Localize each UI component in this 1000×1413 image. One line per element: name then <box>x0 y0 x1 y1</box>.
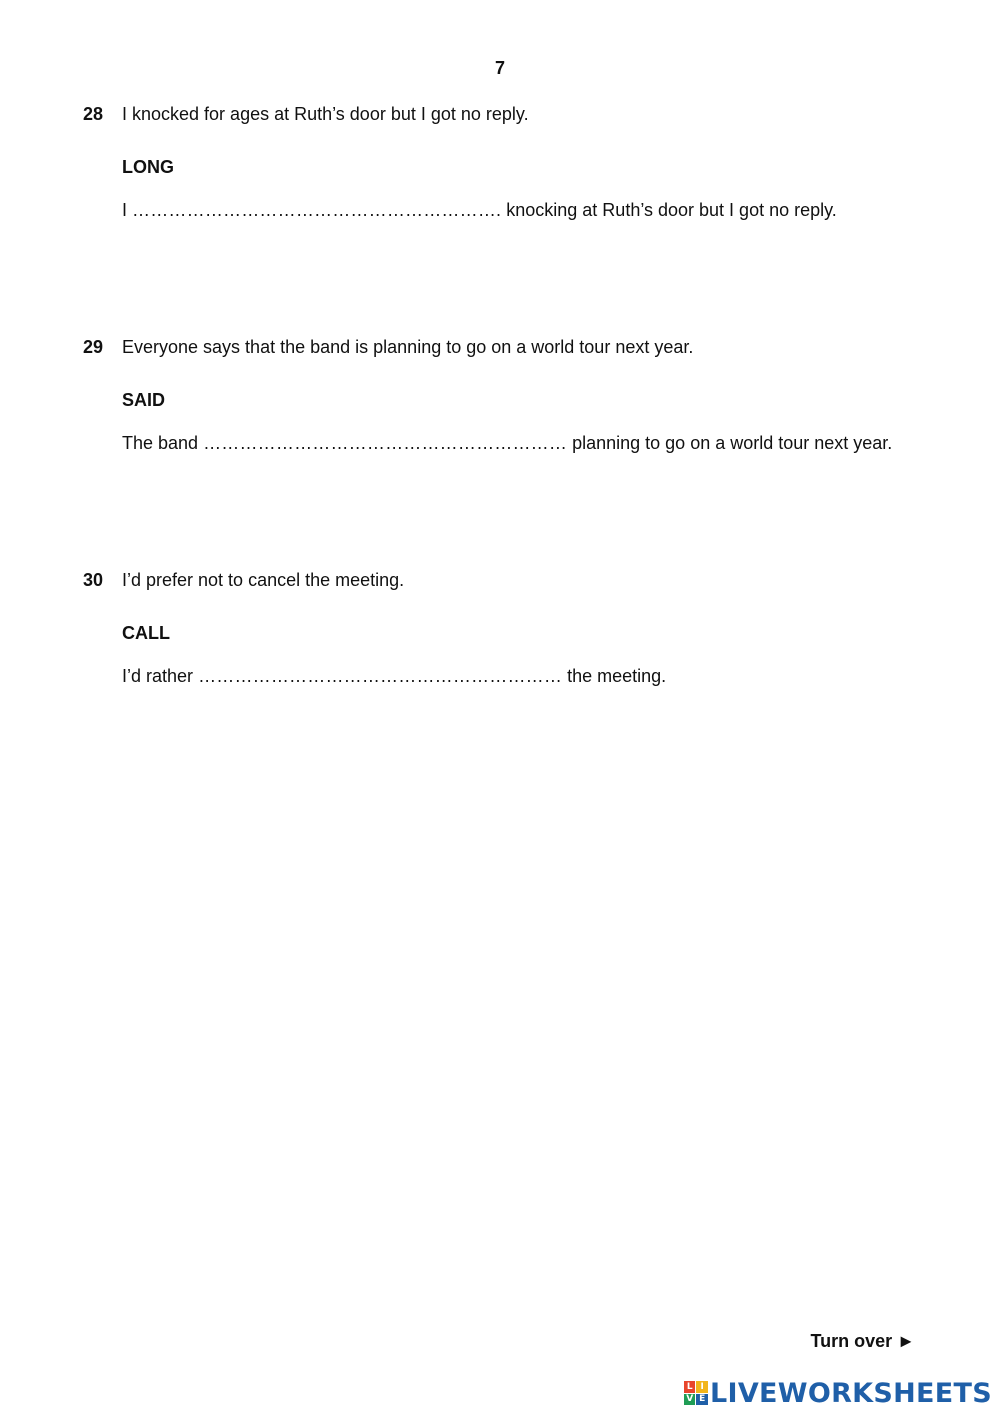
keyword: SAID <box>122 390 166 410</box>
answer-blank[interactable]: …………………………………………………… <box>203 433 568 453</box>
answer-blank[interactable]: …………………………………………………… <box>198 666 563 686</box>
logo-mark-icon <box>684 1381 708 1405</box>
question-number: 28 <box>83 104 104 124</box>
logo-mark-letter: I <box>696 1381 708 1393</box>
logo-mark-letter: L <box>684 1381 696 1393</box>
answer-after: planning to go on a world tour next year. <box>572 433 893 453</box>
question-number: 30 <box>83 570 104 590</box>
answer-after: knocking at Ruth’s door but I got no reply. <box>506 200 837 220</box>
logo-text: LIVEWORKSHEETS <box>709 1377 992 1409</box>
answer-line <box>122 200 837 221</box>
keyword: CALL <box>122 623 170 643</box>
page-number: 7 <box>494 58 505 78</box>
liveworksheets-logo <box>684 1377 992 1409</box>
answer-before: The band <box>122 433 199 453</box>
question-sentence: Everyone says that the band is planning to go on a world tour next year. <box>122 337 694 357</box>
answer-blank[interactable]: ……………………………………………………. <box>132 200 502 220</box>
question-sentence: I’d prefer not to cancel the meeting. <box>122 570 405 590</box>
answer-before: I’d rather <box>122 666 194 686</box>
question-number: 29 <box>83 337 104 357</box>
logo-mark-letter: V <box>684 1394 696 1406</box>
answer-line <box>122 666 666 687</box>
answer-line <box>122 433 892 454</box>
logo-mark-letter: E <box>696 1394 708 1406</box>
turn-over-label: Turn over ► <box>810 1331 915 1351</box>
question-sentence: I knocked for ages at Ruth’s door but I got no reply. <box>122 104 529 124</box>
answer-after: the meeting. <box>567 666 667 686</box>
answer-before: I <box>122 200 128 220</box>
keyword: LONG <box>122 157 174 177</box>
